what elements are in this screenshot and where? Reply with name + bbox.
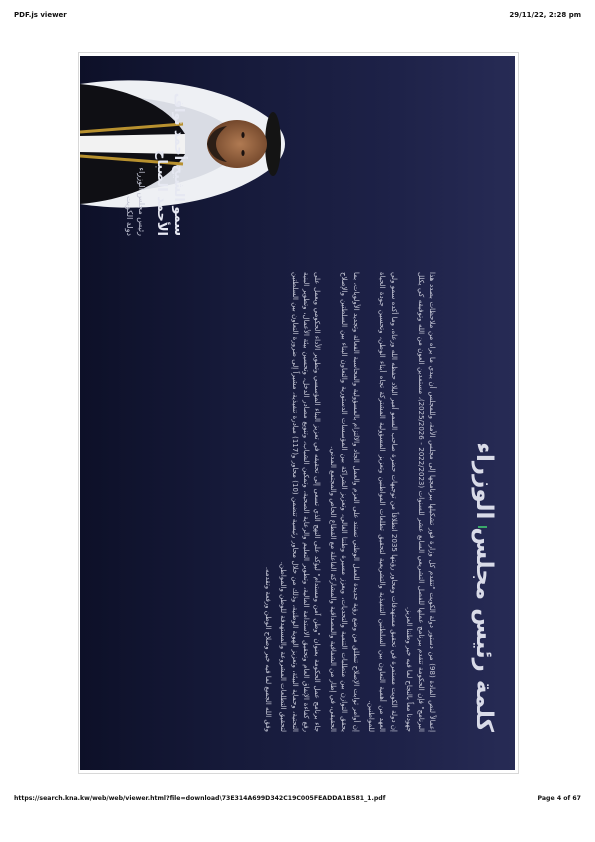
paragraph: إن دولة الكويت مستمرة في تحقيق مستهدفات ومحاور رؤيتها 2035 انطلاقاً من توجيهات حضرة صاحب السمو أمير البلاد حفظه الله ورعاه، وما أكده سمو ولي العهد من أهمية التعاون بين السلطتين التنفيذية والتشريعية لتحقيق تطلعات المواطنين وتعزيز المسؤولية المشتركة تجاه أبناء الوطن، وتحسين جودة الحياة للمواطنين. <box>366 272 398 733</box>
author-name: سمو الشيخ أحمد نواف الأحمد الصباح <box>154 92 186 236</box>
paragraph: وفق الله الجميع لما فيه خير وصلاح الوطن ورفعة وتقدمه. <box>263 566 272 732</box>
author-role <box>123 66 147 236</box>
page-indicator: Page 4 of 67 <box>537 795 581 802</box>
document-url[interactable]: https://search.kna.kw/web/web/viewer.html?file=download\73E314A699D342C19C005FEADDA1B581_1.pdf <box>14 795 386 802</box>
timestamp: 29/11/22, 2:28 pm <box>509 11 581 19</box>
paragraph: إعمالاً لنص المادة (98) من دستور دولة الكويت "تتقدم كل وزارة فور تشكيلها ببرنامجها إلى مجلس الأمة، وللمجلس أن يبدي ما يراه من ملاحظات بصدد هذا البرنامج" فإن الحكومة تتقدم ببرنامج عملها للفصل التشريعي السابع عشر للسنوات (2022/2023 - 2025/2026)، مستمدين العون من الله وتوفيقه كي يكلل جهودنا معاً بالنجاح لما فيه خير وطننا العزيز. <box>405 272 436 733</box>
paragraph: جاء برنامج عمل الحكومة بعنوان "وطن آمن ومستدام" ليؤكد على النهج الذي تسعى إلى تحقيقه في تعزيز البناء المؤسسي وتطوير الأداء الحكومي ويعمل على رفع كفاءة الإنفاق العام وتحقيق الاستدامة المالية، وتطوير التعليم والرعاية الصحية، وتمكين الشباب، وتنويع مصادر الدخل، وتحسين بيئة الأعمال، وتطوير البنية التحتية، وحماية البيئة، وتعزيز الهوية الوطنية، وذلك من خلال محاور رئيسية تتضمن (10) محاور و(117) مبادرة تنفيذية، مشيراً إلى ضرورة التعاون بين السلطتين لتحقيق التطلعات المشروعة والمستهدفة للوطن والمواطن. <box>279 272 322 732</box>
author-country: دولة الكويت <box>125 196 134 236</box>
paragraph: إن أوامر ثوابت الإصلاح تنطلق من وضع رؤية جديدة للعمل الوطني تستند على العزم والعمل الجاد والالتزام بالمسؤولية والمحاسبة الفعالة وتجديد الأولويات، بما يحقق التوازن بين متطلبات التنمية والتحديات، ويعزز مسيرة وطننا الغالي، وتعزيز الشراكة بين المؤسسات الدستورية والتعاون البناء بين السلطتين والإصلاح الحقيقي، في إطار من الشفافية والمصداقية والمشاركة الفاعلة مع القطاع الخاص والمجتمع المدني. <box>328 272 360 732</box>
scanned-page <box>80 56 515 770</box>
rotated-page-content <box>80 56 515 770</box>
page-title: كلمة رئيس مجلس الوزراء <box>471 442 497 732</box>
author-role-title: رئيس مجلس الوزراء <box>137 167 146 236</box>
speech-body <box>257 272 437 732</box>
app-title: PDF.js viewer <box>14 11 67 19</box>
